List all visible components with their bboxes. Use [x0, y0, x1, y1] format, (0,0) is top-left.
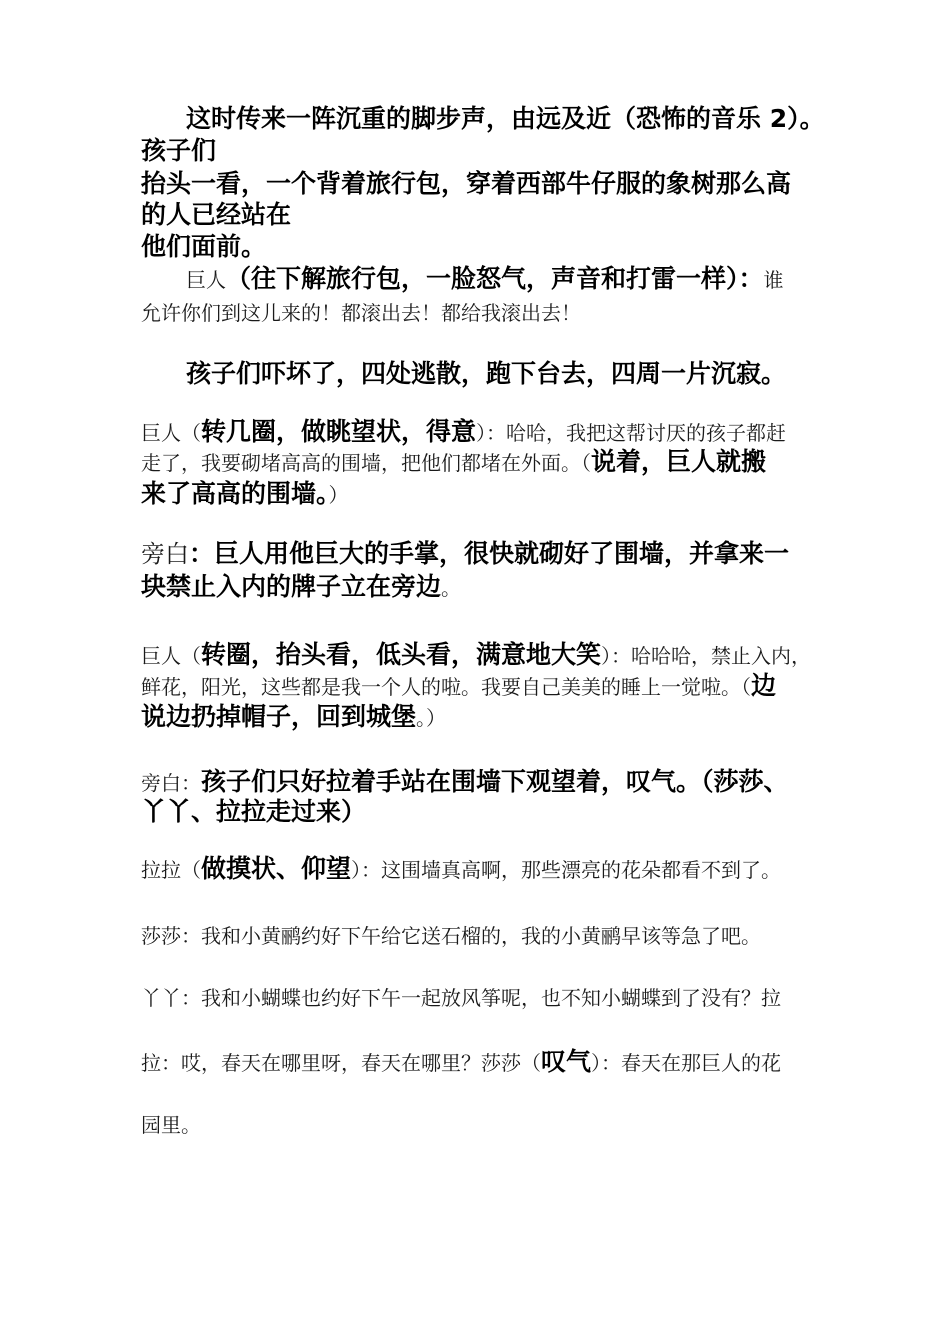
- speaker-name: 巨人（: [141, 644, 201, 668]
- stage-direction: 转几圈，做眺望状，得意: [201, 417, 477, 446]
- speaker-name: 巨人: [186, 268, 226, 292]
- narration-line: 他们面前。: [141, 232, 267, 261]
- dialogue-line: [141, 449, 766, 474]
- stage-direction: 来了高高的围墙。: [141, 479, 329, 508]
- dialogue-text: 鲜花，阳光，这些都是我一个人的啦。我要自己美美的睡上一觉啦。（: [141, 675, 751, 699]
- stage-direction: 边: [751, 671, 777, 700]
- narration-text: 孩子们只好拉着手站在围墙下观望着，叹气。（莎莎、: [201, 767, 789, 796]
- speaker-name: 巨人（: [141, 421, 201, 445]
- narration-line: 孩子们吓坏了，四处逃散，跑下台去，四周一片沉寂。: [186, 359, 787, 388]
- dialogue-text: ）：这围墙真高啊，那些漂亮的花朵都看不到了。: [351, 858, 782, 882]
- stage-direction: 说边扔掉帽子，回到城堡: [141, 702, 417, 731]
- narration-line: 孩子们: [141, 136, 217, 165]
- dialogue-line: [141, 673, 776, 698]
- dialogue-line: [141, 1049, 781, 1074]
- dialogue-line: 丫丫：我和小蝴蝶也约好下午一起放风筝呢，也不知小蝴蝶到了没有？拉: [141, 986, 781, 1010]
- narration-text: 。: [441, 576, 462, 600]
- narration-text: 块禁止入内的牌子立在旁边: [141, 572, 442, 601]
- stage-direction: 说着，巨人就搬: [591, 447, 767, 476]
- dialogue-line: [141, 642, 811, 667]
- dialogue-line: [141, 419, 786, 444]
- narration-line: 丫丫、拉拉走过来）: [141, 797, 367, 826]
- dialogue-line: [141, 704, 446, 729]
- dialogue-text: 走了，我要砌堵高高的围墙，把他们都堵在外面。（: [141, 451, 591, 475]
- speaker-name: 拉拉（: [141, 858, 201, 882]
- dialogue-line: [141, 856, 781, 881]
- speaker-name: 旁白：: [141, 771, 201, 795]
- stage-direction: 叹气: [541, 1047, 592, 1076]
- dialogue-text: 允许你们到这儿来的！都滚出去！都给我滚出去！: [141, 301, 581, 325]
- stage-direction: （往下解旅行包，一脸怒气，声音和打雷一样）：: [226, 264, 764, 293]
- dialogue-line: [186, 266, 784, 291]
- narration-line: [141, 769, 789, 794]
- dialogue-text: ）：哈哈哈，禁止入内，: [601, 644, 812, 668]
- dialogue-text: 拉：哎，春天在哪里呀，春天在哪里？莎莎（: [141, 1051, 541, 1075]
- dialogue-text: ）: [328, 483, 349, 507]
- narration-text: ：巨人用他巨大的手掌，很快就砌好了围墙，并拿来一: [189, 539, 790, 568]
- dialogue-text: 。）: [416, 706, 447, 730]
- dialogue-line: 园里。: [141, 1113, 201, 1137]
- narration-line: [141, 574, 461, 599]
- narration-line: 抬头一看，一个背着旅行包，穿着西部牛仔服的象树那么高: [141, 169, 792, 198]
- narration-line: 的人已经站在: [141, 200, 292, 229]
- dialogue-text: ）：春天在那巨人的花: [591, 1051, 782, 1075]
- dialogue-text: 谁: [763, 268, 784, 292]
- narration-line: [141, 541, 789, 566]
- dialogue-line: 莎莎：我和小黄鹂约好下午给它送石榴的，我的小黄鹂早该等急了吧。: [141, 924, 761, 948]
- speaker-name: 旁白: [141, 540, 189, 568]
- dialogue-text: ）：哈哈，我把这帮讨厌的孩子都赶: [476, 421, 787, 445]
- stage-direction: 做摸状、仰望: [201, 854, 352, 883]
- dialogue-line: [141, 481, 349, 506]
- stage-direction: 转圈，抬头看，低头看，满意地大笑: [201, 640, 602, 669]
- narration-line: 这时传来一阵沉重的脚步声，由远及近（恐怖的音乐 2）。: [186, 104, 825, 133]
